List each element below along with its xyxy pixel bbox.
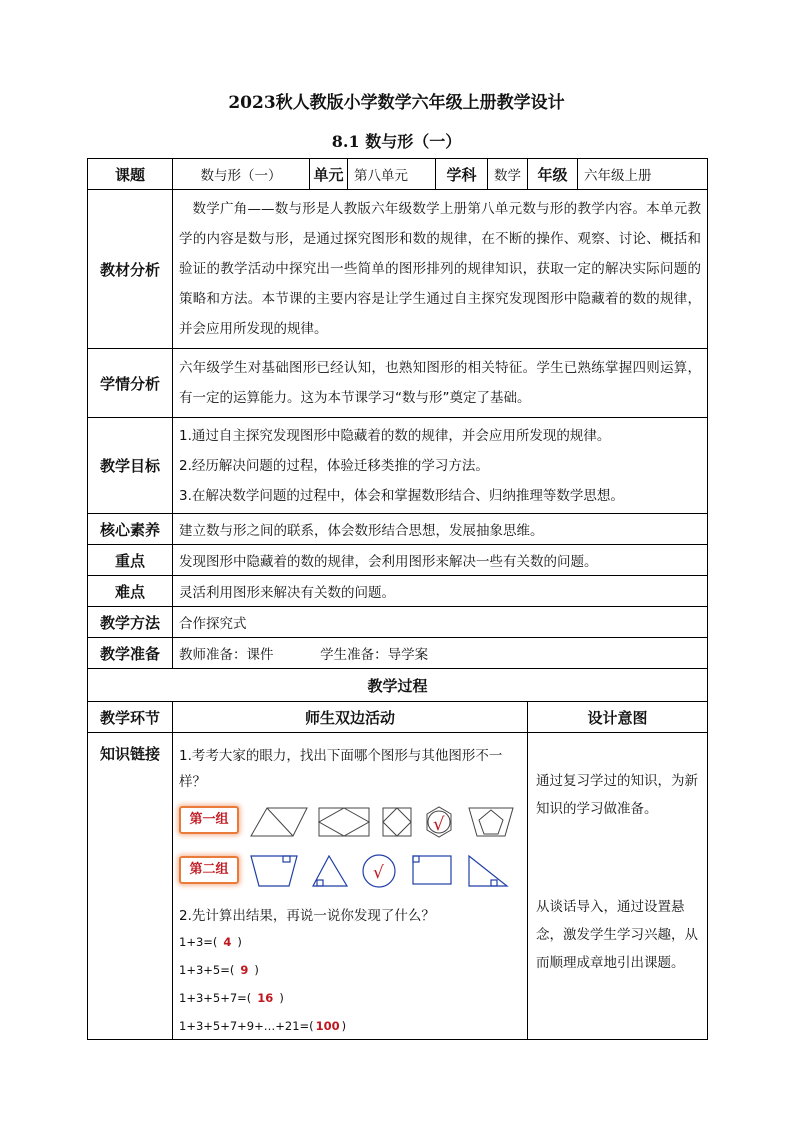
goals-list: [173, 418, 708, 514]
equation-answer: 4: [223, 935, 232, 949]
activity-cell: [173, 733, 528, 1040]
grade-label: 年级: [528, 159, 578, 190]
core-text: 建立数与形之间的联系，体会数形结合思想，发展抽象思维。: [173, 514, 708, 545]
question-2: 2.先计算出结果，再说一说你发现了什么？: [179, 908, 435, 924]
group-1-label: 第一组: [179, 806, 239, 834]
group-2-label: 第二组: [179, 856, 239, 884]
process-title: 教学过程: [88, 669, 708, 702]
prep-student: 学生准备：导学案: [320, 647, 429, 663]
difficulty-label: 难点: [88, 576, 173, 607]
equation-close: ): [341, 1019, 347, 1033]
equation-row: [179, 935, 521, 949]
equation-answer: 100: [315, 1019, 340, 1033]
prep-teacher: 教师准备：课件: [179, 647, 274, 663]
lesson-plan-table: [87, 158, 708, 1040]
document-subtitle: 8.1 数与形（一）: [331, 132, 462, 151]
document-title: 2023秋人教版小学数学六年级上册教学设计: [228, 93, 565, 113]
prep-row: [88, 638, 708, 669]
check-mark-icon: √: [433, 814, 445, 835]
goal-item: 3.在解决数学问题的过程中，体会和掌握数形结合、归纳推理等数学思想。: [179, 487, 624, 504]
equation-expr: 1+3+5+7=(: [179, 991, 252, 1005]
process-title-row: [88, 669, 708, 702]
equation-row: [179, 1019, 521, 1033]
textbook-text: 数学广角——数与形是人教版六年级数学上册第八单元数与形的教学内容。本单元教学的内容是数与形，是通过探究图形和数的规律，在不断的操作、观察、讨论、概括和验证的教学活动中探究出一些简单的图形排列的规律知识，获取一定的解决实际问题的策略和方法。本节课的主要内容是让学生通过自主探究发现图形中隐藏着的数的规律，并会应用所发现的规律。: [173, 190, 708, 349]
goal-item: 2.经历解决问题的过程，体验迁移类推的学习方法。: [179, 457, 489, 474]
unit-label: 单元: [310, 159, 348, 190]
rectangle-icon: [413, 856, 451, 884]
key-row: [88, 545, 708, 576]
equation-close: ): [237, 935, 242, 949]
prep-text: [173, 638, 708, 669]
group-1-shapes: [249, 800, 519, 840]
right-triangle-icon: [469, 856, 507, 886]
textbook-row: [88, 190, 708, 349]
stage-label: 知识链接: [88, 733, 173, 1040]
group-2-shapes: [249, 848, 519, 892]
goals-row: [88, 418, 708, 514]
rectangle-rhombus-icon: [319, 808, 369, 836]
core-row: [88, 514, 708, 545]
key-text: 发现图形中隐藏着的数的规律，会利用图形来解决一些有关数的问题。: [173, 545, 708, 576]
core-label: 核心素养: [88, 514, 173, 545]
unit-value: 第八单元: [348, 159, 436, 190]
equation-row: [179, 963, 521, 977]
topic-value: 数与形（一）: [173, 159, 310, 190]
triangle-right-angle-icon: [313, 856, 347, 886]
grade-value: 六年级上册: [578, 159, 708, 190]
subject-label: 学科: [436, 159, 488, 190]
difficulty-text: 灵活利用图形来解决有关数的问题。: [173, 576, 708, 607]
col-intent-header: 设计意图: [528, 702, 708, 733]
goals-label: 教学目标: [88, 418, 173, 514]
equation-expr: 1+3=(: [179, 935, 218, 949]
col-activity-header: 师生双边活动: [173, 702, 528, 733]
key-label: 重点: [88, 545, 173, 576]
info-row: [88, 159, 708, 190]
process-header-row: [88, 702, 708, 733]
method-label: 教学方法: [88, 607, 173, 638]
goal-item: 1.通过自主探究发现图形中隐藏着的数的规律，并会应用所发现的规律。: [179, 427, 611, 444]
intent-2: 从谈话导入，通过设置悬念，激发学生学习兴趣，从而顺理成章地引出课题。: [536, 899, 698, 971]
question-1: 1.考考大家的眼力，找出下面哪个图形与其他图形不一样？: [179, 748, 503, 790]
square-diamond-icon: [383, 808, 411, 836]
equation-close: ): [279, 991, 284, 1005]
equation-row: [179, 991, 521, 1005]
subject-value: 数学: [488, 159, 528, 190]
equation-list: [179, 935, 521, 1033]
equation-answer: 9: [240, 963, 249, 977]
textbook-label: 教材分析: [88, 190, 173, 349]
parallelogram-icon: [251, 808, 307, 836]
shape-group-2: [179, 845, 521, 895]
students-text: 六年级学生对基础图形已经认知，也熟知图形的相关特征。学生已熟练掌握四则运算，有一定的运算能力。这为本节课学习“数与形”奠定了基础。: [173, 349, 708, 418]
trapezoid-right-angle-icon: [251, 856, 297, 886]
intent-1: 通过复习学过的知识，为新知识的学习做准备。: [536, 773, 698, 817]
students-label: 学情分析: [88, 349, 173, 418]
method-row: [88, 607, 708, 638]
trapezoid-pentagon-icon: [469, 808, 513, 836]
col-stage-header: 教学环节: [88, 702, 173, 733]
method-text: 合作探究式: [173, 607, 708, 638]
equation-expr: 1+3+5+7+9+…+21=(: [179, 1019, 314, 1033]
knowledge-link-row: [88, 733, 708, 1040]
equation-answer: 16: [257, 991, 274, 1005]
equation-close: ): [254, 963, 259, 977]
students-row: [88, 349, 708, 418]
prep-label: 教学准备: [88, 638, 173, 669]
equation-expr: 1+3+5=(: [179, 963, 235, 977]
difficulty-row: [88, 576, 708, 607]
check-mark-icon: √: [373, 863, 384, 883]
topic-label: 课题: [88, 159, 173, 190]
intent-cell: [528, 733, 708, 1040]
shape-group-1: [179, 795, 521, 845]
